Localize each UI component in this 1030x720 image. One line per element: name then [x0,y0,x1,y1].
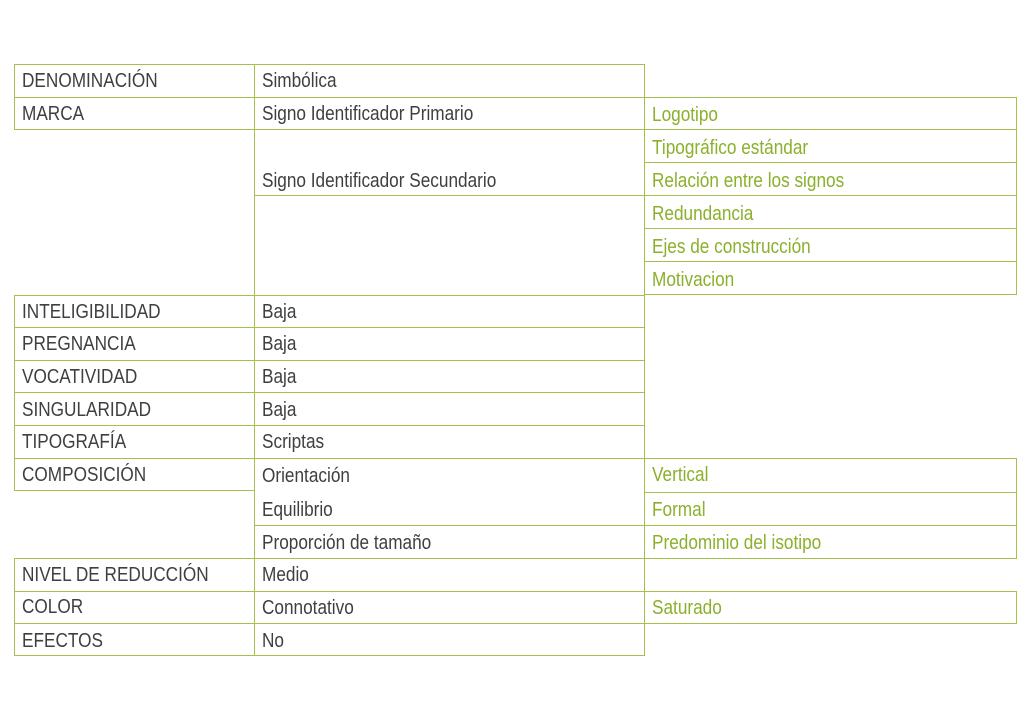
value-signo-primario: Signo Identificador Primario [262,103,474,125]
label-pregnancia: PREGNANCIA [22,333,136,355]
border [14,295,15,491]
border [14,360,644,361]
border [14,591,644,592]
label-denominacion: DENOMINACIÓN [22,70,158,92]
value-signo-secundario: Signo Identificador Secundario [262,170,497,192]
value-tipografia: Scriptas [262,431,325,453]
label-marca: MARCA [22,103,85,125]
border [1016,97,1017,295]
border [14,655,644,656]
detail-redundancia: Redundancia [652,203,754,225]
value-vocatividad: Baja [262,366,297,388]
border [644,64,645,656]
value-pregnancia: Baja [262,333,297,355]
detail-tipografico: Tipográfico estándar [652,137,809,159]
border [644,558,1016,559]
border [14,327,644,328]
border [644,228,1016,229]
border [1016,458,1017,559]
border [644,129,1016,130]
border [644,162,1016,163]
border [14,295,644,296]
border [14,97,644,98]
value-denominacion: Simbólica [262,70,337,92]
label-inteligibilidad: INTELIGIBILIDAD [22,301,161,323]
border [254,525,644,526]
value-singularidad: Baja [262,399,297,421]
border [254,195,644,196]
border [644,261,1016,262]
border [644,623,1016,624]
border [14,64,644,65]
label-singularidad: SINGULARIDAD [22,399,152,421]
detail-motivacion: Motivacion [652,269,735,291]
border [644,492,1016,493]
border [14,623,644,624]
border [644,294,1016,295]
value-efectos: No [262,630,284,652]
detail-ejes: Ejes de construcción [652,236,811,258]
border [644,458,1016,459]
border [14,558,644,559]
border [644,591,1016,592]
border [644,97,1016,98]
border [1016,591,1017,624]
border [254,64,255,656]
label-nivel-reduccion: NIVEL DE REDUCCIÓN [22,564,209,586]
label-composicion: COMPOSICIÓN [22,464,147,486]
border [14,64,15,130]
label-color: COLOR [22,596,84,618]
label-efectos: EFECTOS [22,630,103,652]
border [14,490,254,491]
border [14,425,644,426]
border [644,195,1016,196]
value-equilibrio: Equilibrio [262,499,333,521]
detail-formal: Formal [652,499,706,521]
detail-relacion: Relación entre los signos [652,170,845,192]
border [644,525,1016,526]
value-nivel-reduccion: Medio [262,564,309,586]
border [14,558,15,656]
detail-saturado: Saturado [652,597,722,619]
border [14,458,644,459]
value-orientacion: Orientación [262,465,350,487]
label-tipografia: TIPOGRAFÍA [22,431,127,453]
detail-vertical: Vertical [652,464,709,486]
value-inteligibilidad: Baja [262,301,297,323]
detail-predominio: Predominio del isotipo [652,532,822,554]
detail-logotipo: Logotipo [652,104,719,126]
value-proporcion: Proporción de tamaño [262,532,432,554]
label-vocatividad: VOCATIVIDAD [22,366,138,388]
value-color: Connotativo [262,597,354,619]
border [14,392,644,393]
border [14,129,644,130]
